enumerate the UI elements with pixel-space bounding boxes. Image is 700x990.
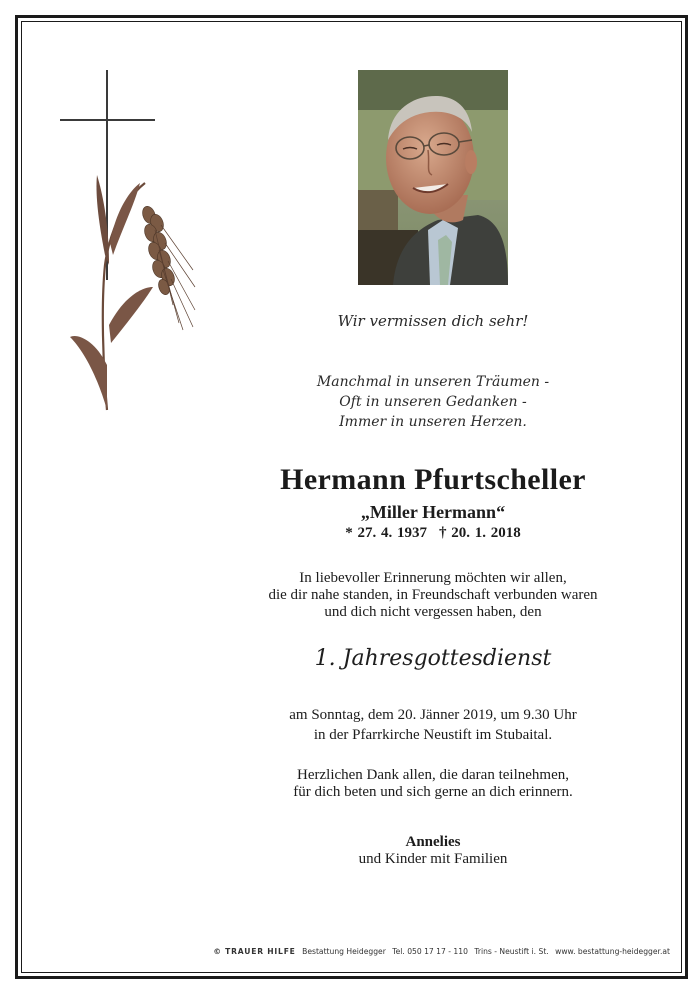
cross-with-wheat-icon <box>55 65 205 420</box>
portrait-photo <box>358 70 508 285</box>
signer-family: und Kinder mit Familien <box>358 851 508 867</box>
service-date: am Sonntag, dem 20. Jänner 2019, um 9.30 Uhr <box>289 707 577 723</box>
life-dates <box>238 525 628 542</box>
thanks-line: für dich beten und sich gerne an dich erinnern. <box>293 784 573 800</box>
intro-line: In liebevoller Erinnerung möchten wir allen, <box>299 570 567 586</box>
footer <box>200 947 670 956</box>
thanks-text <box>238 767 628 801</box>
footer-company: Bestattung Heidegger <box>302 947 386 956</box>
birth-date: * 27. 4. 1937 <box>345 525 427 541</box>
motto: Wir vermissen dich sehr! <box>337 312 529 330</box>
thanks-line: Herzlichen Dank allen, die daran teilnehmen, <box>297 767 569 783</box>
footer-locations: Trins - Neustift i. St. <box>474 947 549 956</box>
footer-phone: Tel. 050 17 17 - 110 <box>392 947 468 956</box>
deceased-nickname: „Miller Hermann“ <box>360 502 506 522</box>
service-details <box>238 705 628 745</box>
footer-copyright: © TRAUER HILFE <box>213 947 296 956</box>
poem <box>238 372 628 432</box>
intro-text <box>238 570 628 621</box>
intro-line: die dir nahe standen, in Freundschaft verbunden waren <box>268 587 598 603</box>
poem-line: Oft in unseren Gedanken - <box>339 394 527 410</box>
intro-line: und dich nicht vergessen haben, den <box>324 604 542 620</box>
signer-name: Annelies <box>405 834 461 850</box>
deceased-name: Hermann Pfurtscheller <box>280 463 586 496</box>
service-title: 1. Jahresgottesdienst <box>314 646 552 671</box>
death-date: † 20. 1. 2018 <box>439 525 521 541</box>
service-location: in der Pfarrkirche Neustift im Stubaital. <box>313 727 553 743</box>
poem-line: Immer in unseren Herzen. <box>339 414 527 430</box>
poem-line: Manchmal in unseren Träumen - <box>316 374 550 390</box>
footer-website: www. bestattung-heidegger.at <box>555 947 670 956</box>
